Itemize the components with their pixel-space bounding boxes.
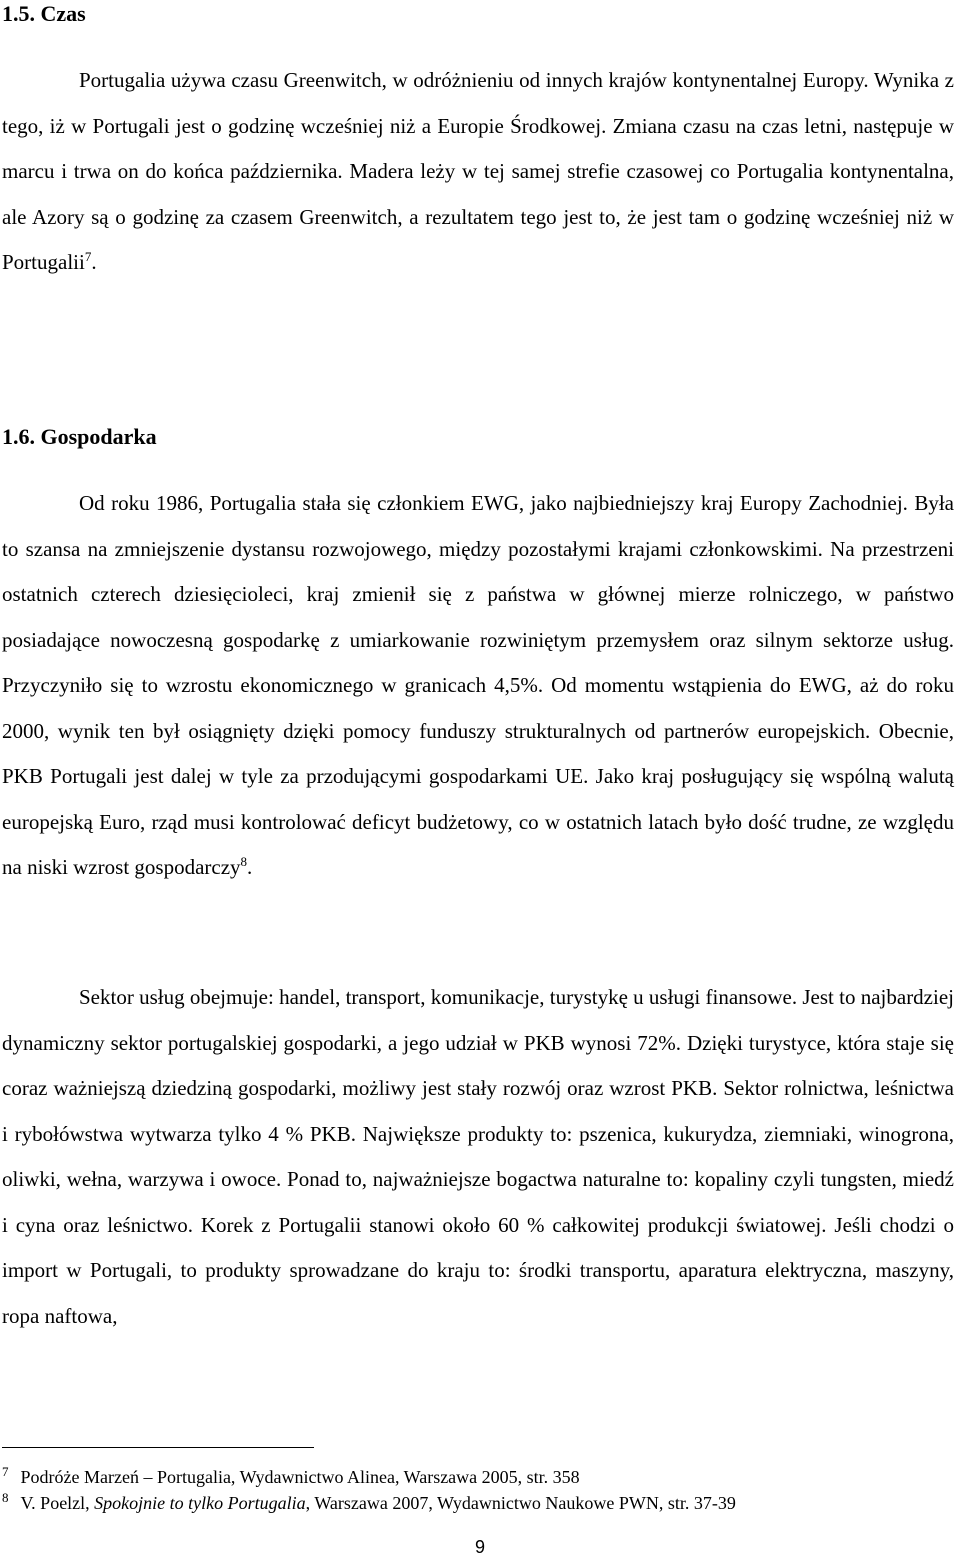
footnote-book-title: Spokojnie to tylko Portugalia <box>94 1493 306 1513</box>
section-heading-gospodarka: 1.6. Gospodarka <box>2 424 157 449</box>
paragraph-gospodarka-1-end: . <box>247 855 253 879</box>
paragraph-gospodarka-2: Sektor usług obejmuje: handel, transport, komunikacje, turystykę u usługi finansowe. Jest to najbardziej dynamiczny sektor portugalskiej gospodarki, a jego udział w PKB wynosi 72%. Dzięki turystyce, która staje się coraz ważniejszą dziedziną gospodarki, możliwy jest stały rozwój oraz wzrost PKB. Sektor rolnictwa, leśnictwa i rybołówstwa wytwarza tylko 4 % PKB. Największe produkty to: pszenica, kukurydza, ziemniaki, winogrona, oliwki, wełna, warzywa i owoce. Ponad to, najważniejsze bogactwa naturalne to: kopaliny czyli tungsten, miedź i cyna oraz leśnictwo. Korek z Portugalii stanowi około 60 % całkowitej produkcji światowej. Jeśli chodzi o import w Portugali, to produkty sprowadzane do kraju to: środki transportu, aparatura elektryczna, maszyny, ropa naftowa, <box>2 985 954 1328</box>
paragraph-gospodarka-1 <box>2 481 954 891</box>
footnote-text: Podróże Marzeń – Portugalia, Wydawnictwo Alinea, Warszawa 2005, str. 358 <box>20 1467 580 1487</box>
footnote-reference-7[interactable]: 7 <box>84 249 92 264</box>
footnote-8: 8 V. Poelzl, Spokojnie to tylko Portugalia, Warszawa 2007, Wydawnictwo Naukowe PWN, str. 37-39 <box>2 1490 736 1513</box>
footnote-author: V. Poelzl, <box>20 1493 95 1513</box>
footnote-reference-8[interactable]: 8 <box>240 854 248 869</box>
paragraph-czas-end: . <box>91 250 97 274</box>
footnote-publication: , Warszawa 2007, Wydawnictwo Naukowe PWN, str. 37-39 <box>305 1493 736 1513</box>
section-heading-czas: 1.5. Czas <box>2 1 86 26</box>
page-number: 9 <box>474 1537 485 1557</box>
footnote-7: 7 Podróże Marzeń – Portugalia, Wydawnictwo Alinea, Warszawa 2005, str. 358 <box>2 1464 580 1487</box>
paragraph-czas <box>2 58 954 286</box>
paragraph-gospodarka-1-text: Od roku 1986, Portugalia stała się członkiem EWG, jako najbiedniejszy kraj Europy Zachodniej. Była to szansa na zmniejszenie dystansu rozwojowego, między pozostałymi krajami członkowskimi. Na przestrzeni ostatnich czterech dziesięcioleci, kraj zmienił się z państwa w głównej mierze rolniczego, w państwo posiadające nowoczesną gospodarkę z umiarkowanie rozwiniętym przemysłem oraz silnym sektorze usług. Przyczyniło się to wzrostu ekonomicznego w granicach 4,5%. Od momentu wstąpienia do EWG, aż do roku 2000, wynik ten był osiągnięty dzięki pomocy funduszy strukturalnych od partnerów europejskich. Obecnie, PKB Portugali jest dalej w tyle za przodującymi gospodarkami UE. Jako kraj posługujący się wspólną walutą europejską Euro, rząd musi kontrolować deficyt budżetowy, co w ostatnich latach było dość trudne, ze względu na niski wzrost gospodarczy <box>2 491 954 879</box>
paragraph-czas-text: Portugalia używa czasu Greenwitch, w odróżnieniu od innych krajów kontynentalnej Europy. Wynika z tego, iż w Portugali jest o godzinę wcześniej niż a Europie Środkowej. Zmiana czasu na czas letni, następuje w marcu i trwa on do końca października. Madera leży w tej samej strefie czasowej co Portugalia kontynentalna, ale Azory są o godzinę za czasem Greenwitch, a rezultatem tego jest to, że jest tam o godzinę wcześniej niż w Portugalii <box>2 68 954 274</box>
footnote-separator <box>2 1447 314 1448</box>
